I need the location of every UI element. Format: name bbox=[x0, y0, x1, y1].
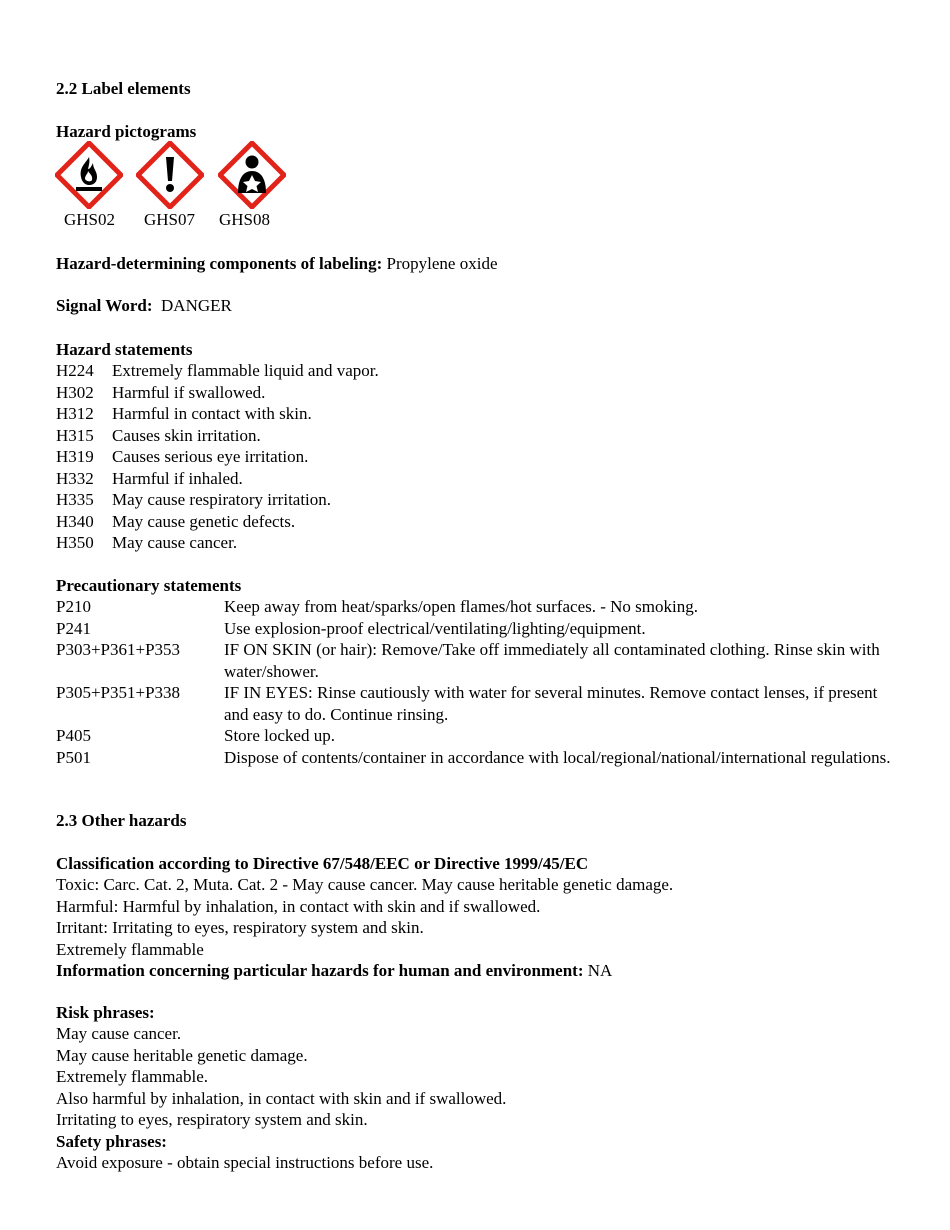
risk-phrase: May cause heritable genetic damage. bbox=[56, 1045, 308, 1065]
particular-hazards-label: Information concerning particular hazards for human and environment: bbox=[56, 961, 584, 980]
health-hazard-icon bbox=[218, 141, 286, 209]
pictogram-code: GHS07 bbox=[144, 210, 196, 229]
hazard-statement: H340 May cause genetic defects. bbox=[56, 511, 296, 531]
risk-phrase: Extremely flammable. bbox=[56, 1067, 208, 1086]
pictogram-code: GHS02 bbox=[64, 210, 116, 229]
classification-line: Irritant: Irritating to eyes, respiratory system and skin. bbox=[56, 918, 424, 937]
hazard-components-line bbox=[56, 253, 498, 275]
precautionary-statement: P241 Use explosion-proof electrical/ventilating/lighting/equipment. bbox=[56, 618, 646, 638]
precautionary-statement: P405 Store locked up. bbox=[56, 726, 335, 745]
classification-list bbox=[56, 874, 896, 982]
particular-hazards-value: NA bbox=[587, 961, 613, 980]
hazard-statement: H319 Causes serious eye irritation. bbox=[56, 447, 309, 466]
risk-phrase: Irritating to eyes, respiratory system and skin. bbox=[56, 1110, 368, 1129]
signal-word-label: Signal Word: bbox=[56, 296, 153, 315]
classification-line: Extremely flammable bbox=[56, 939, 204, 959]
precautionary-statement: P305+P351+P338 IF IN EYES: Rinse cautiously with water for several minutes. Remove contact lenses, if present and easy to do. Continue rinsing. bbox=[56, 683, 878, 724]
classification-line: Toxic: Carc. Cat. 2, Muta. Cat. 2 - May cause cancer. May cause heritable genetic damage. bbox=[56, 875, 674, 894]
classification-line: Harmful: Harmful by inhalation, in contact with skin and if swallowed. bbox=[56, 896, 541, 916]
precautionary-heading: Precautionary statements bbox=[56, 576, 242, 595]
precautionary-statement: P303+P361+P353 IF ON SKIN (or hair): Remove/Take off immediately all contaminated clothing. Rinse skin with water/shower. bbox=[56, 640, 880, 681]
hazard-statement: H302 Harmful if swallowed. bbox=[56, 382, 266, 402]
safety-phrases-heading: Safety phrases: bbox=[56, 1131, 167, 1151]
hazard-statement: H332 Harmful if inhaled. bbox=[56, 468, 243, 488]
hazard-statement: H335 May cause respiratory irritation. bbox=[56, 490, 332, 509]
section-title-label-elements: 2.2 Label elements bbox=[56, 79, 191, 98]
section-title-other-hazards: 2.3 Other hazards bbox=[56, 811, 187, 830]
hazard-components-label: Hazard-determining components of labeling: bbox=[56, 254, 383, 273]
hazard-statements-heading: Hazard statements bbox=[56, 340, 193, 359]
pictogram-code: GHS08 bbox=[219, 210, 271, 229]
hazard-pictograms-heading: Hazard pictograms bbox=[56, 122, 197, 141]
hazard-statement: H315 Causes skin irritation. bbox=[56, 425, 261, 445]
hazard-statements-list bbox=[56, 360, 896, 554]
signal-word-value: DANGER bbox=[161, 296, 232, 315]
hazard-statement: H224 Extremely flammable liquid and vapor. bbox=[56, 361, 379, 380]
hazard-components-value: Propylene oxide bbox=[386, 254, 498, 273]
safety-phrase: Avoid exposure - obtain special instructions before use. bbox=[56, 1153, 434, 1172]
risk-phrase: Also harmful by inhalation, in contact with skin and if swallowed. bbox=[56, 1088, 507, 1108]
flame-icon bbox=[55, 141, 123, 209]
risk-phrases-list bbox=[56, 1023, 896, 1174]
pictogram-row bbox=[56, 141, 316, 211]
precautionary-statement: P501 Dispose of contents/container in accordance with local/regional/national/international regulations. bbox=[56, 747, 891, 767]
classification-heading: Classification according to Directive 67/548/EEC or Directive 1999/45/EC bbox=[56, 854, 589, 873]
risk-phrases-heading: Risk phrases: bbox=[56, 1003, 155, 1022]
particular-hazards-line bbox=[56, 960, 896, 982]
signal-word-line bbox=[56, 295, 232, 317]
hazard-statement: H350 May cause cancer. bbox=[56, 533, 238, 552]
exclamation-icon bbox=[136, 141, 204, 209]
risk-phrase: May cause cancer. bbox=[56, 1024, 182, 1043]
hazard-statement: H312 Harmful in contact with skin. bbox=[56, 404, 312, 423]
precautionary-list bbox=[56, 596, 896, 768]
precautionary-statement: P210 Keep away from heat/sparks/open flames/hot surfaces. - No smoking. bbox=[56, 597, 698, 616]
